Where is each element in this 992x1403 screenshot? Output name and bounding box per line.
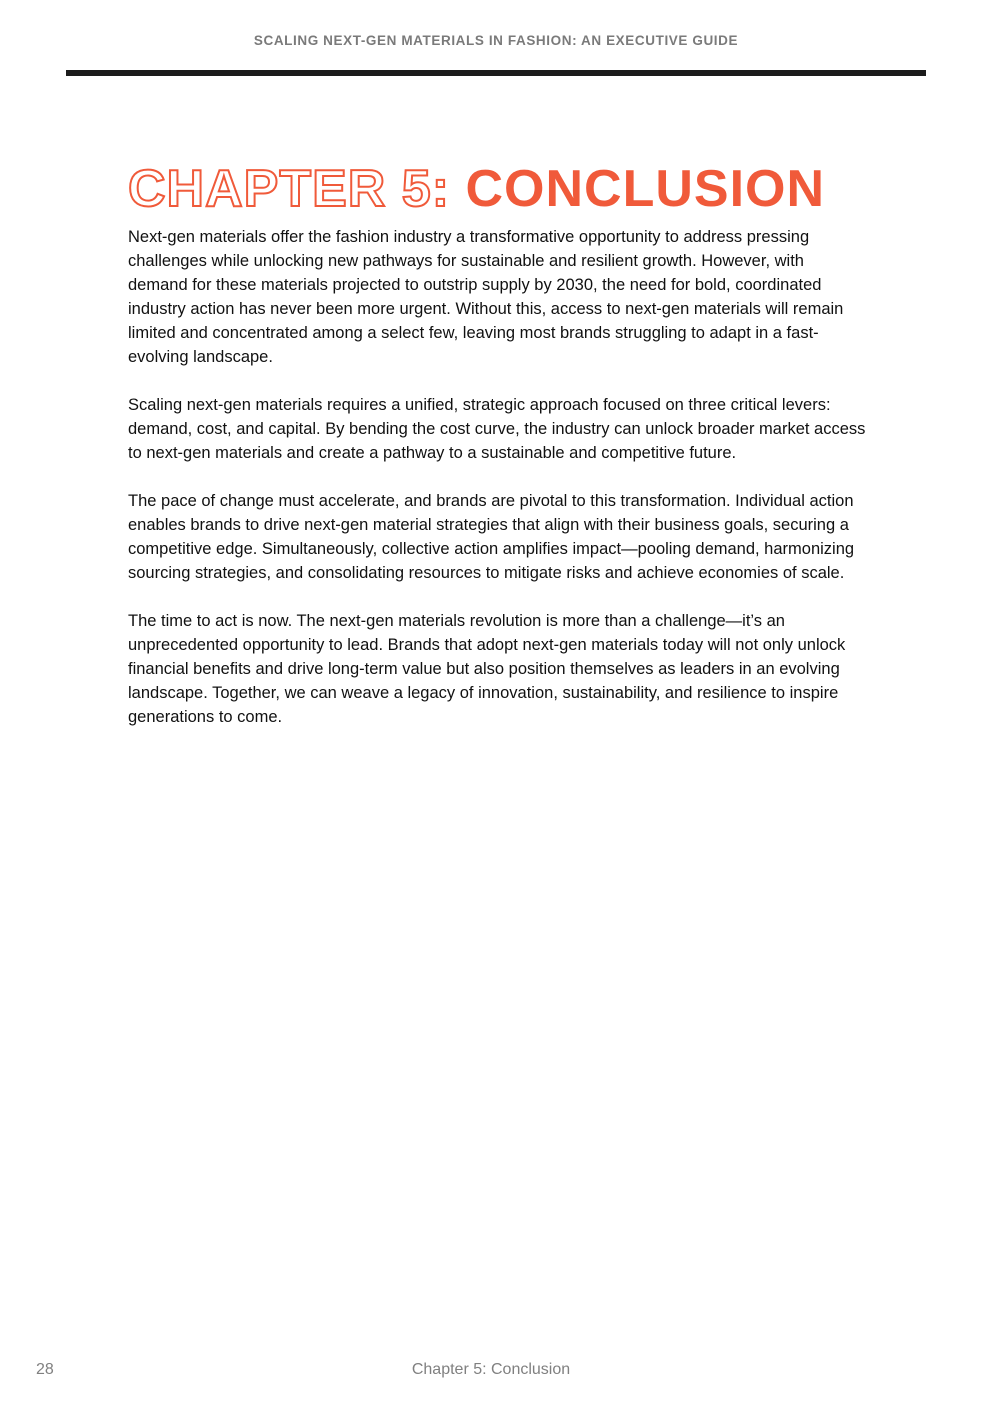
chapter-title bbox=[128, 157, 825, 221]
chapter-label-solid: CONCLUSION bbox=[465, 159, 826, 218]
paragraph: Scaling next-gen materials requires a unified, strategic approach focused on three critical levers: demand, cost, and capital. By bending the cost curve, the industry can unlock broader market access to next-gen materials and create a pathway to a sustainable and competitive future. bbox=[128, 396, 866, 462]
paragraph: Next-gen materials offer the fashion industry a transformative opportunity to address pressing challenges while unlocking new pathways for sustainable and resilient growth. However, with demand for these materials projected to outstrip supply by 2030, the need for bold, coordinated industry action has never been more urgent. Without this, access to next-gen materials will remain limited and concentrated among a select few, leaving most brands struggling to adapt in a fast-evolving landscape. bbox=[128, 228, 844, 366]
paragraph: The pace of change must accelerate, and brands are pivotal to this transformation. Individual action enables brands to drive next-gen material strategies that align with their business goals, securing a competitive edge. Simultaneously, collective action amplifies impact—pooling demand, harmonizing sourcing strategies, and consolidating resources to mitigate risks and achieve economies of scale. bbox=[128, 492, 855, 582]
paragraph: The time to act is now. The next-gen materials revolution is more than a challenge—it’s an unprecedented opportunity to lead. Brands that adopt next-gen materials today will not only unlock financial benefits and drive long-term value but also position themselves as leaders in an evolving landscape. Together, we can weave a legacy of innovation, sustainability, and resilience to inspire generations to come. bbox=[128, 612, 846, 726]
footer-section-title: Chapter 5: Conclusion bbox=[411, 1361, 571, 1378]
body-text bbox=[128, 225, 868, 753]
chapter-label-outline: CHAPTER 5: bbox=[128, 159, 451, 218]
running-header: SCALING NEXT-GEN MATERIALS IN FASHION: AN EXECUTIVE GUIDE bbox=[253, 33, 739, 48]
page-number: 28 bbox=[36, 1361, 54, 1378]
header-divider bbox=[66, 70, 926, 76]
